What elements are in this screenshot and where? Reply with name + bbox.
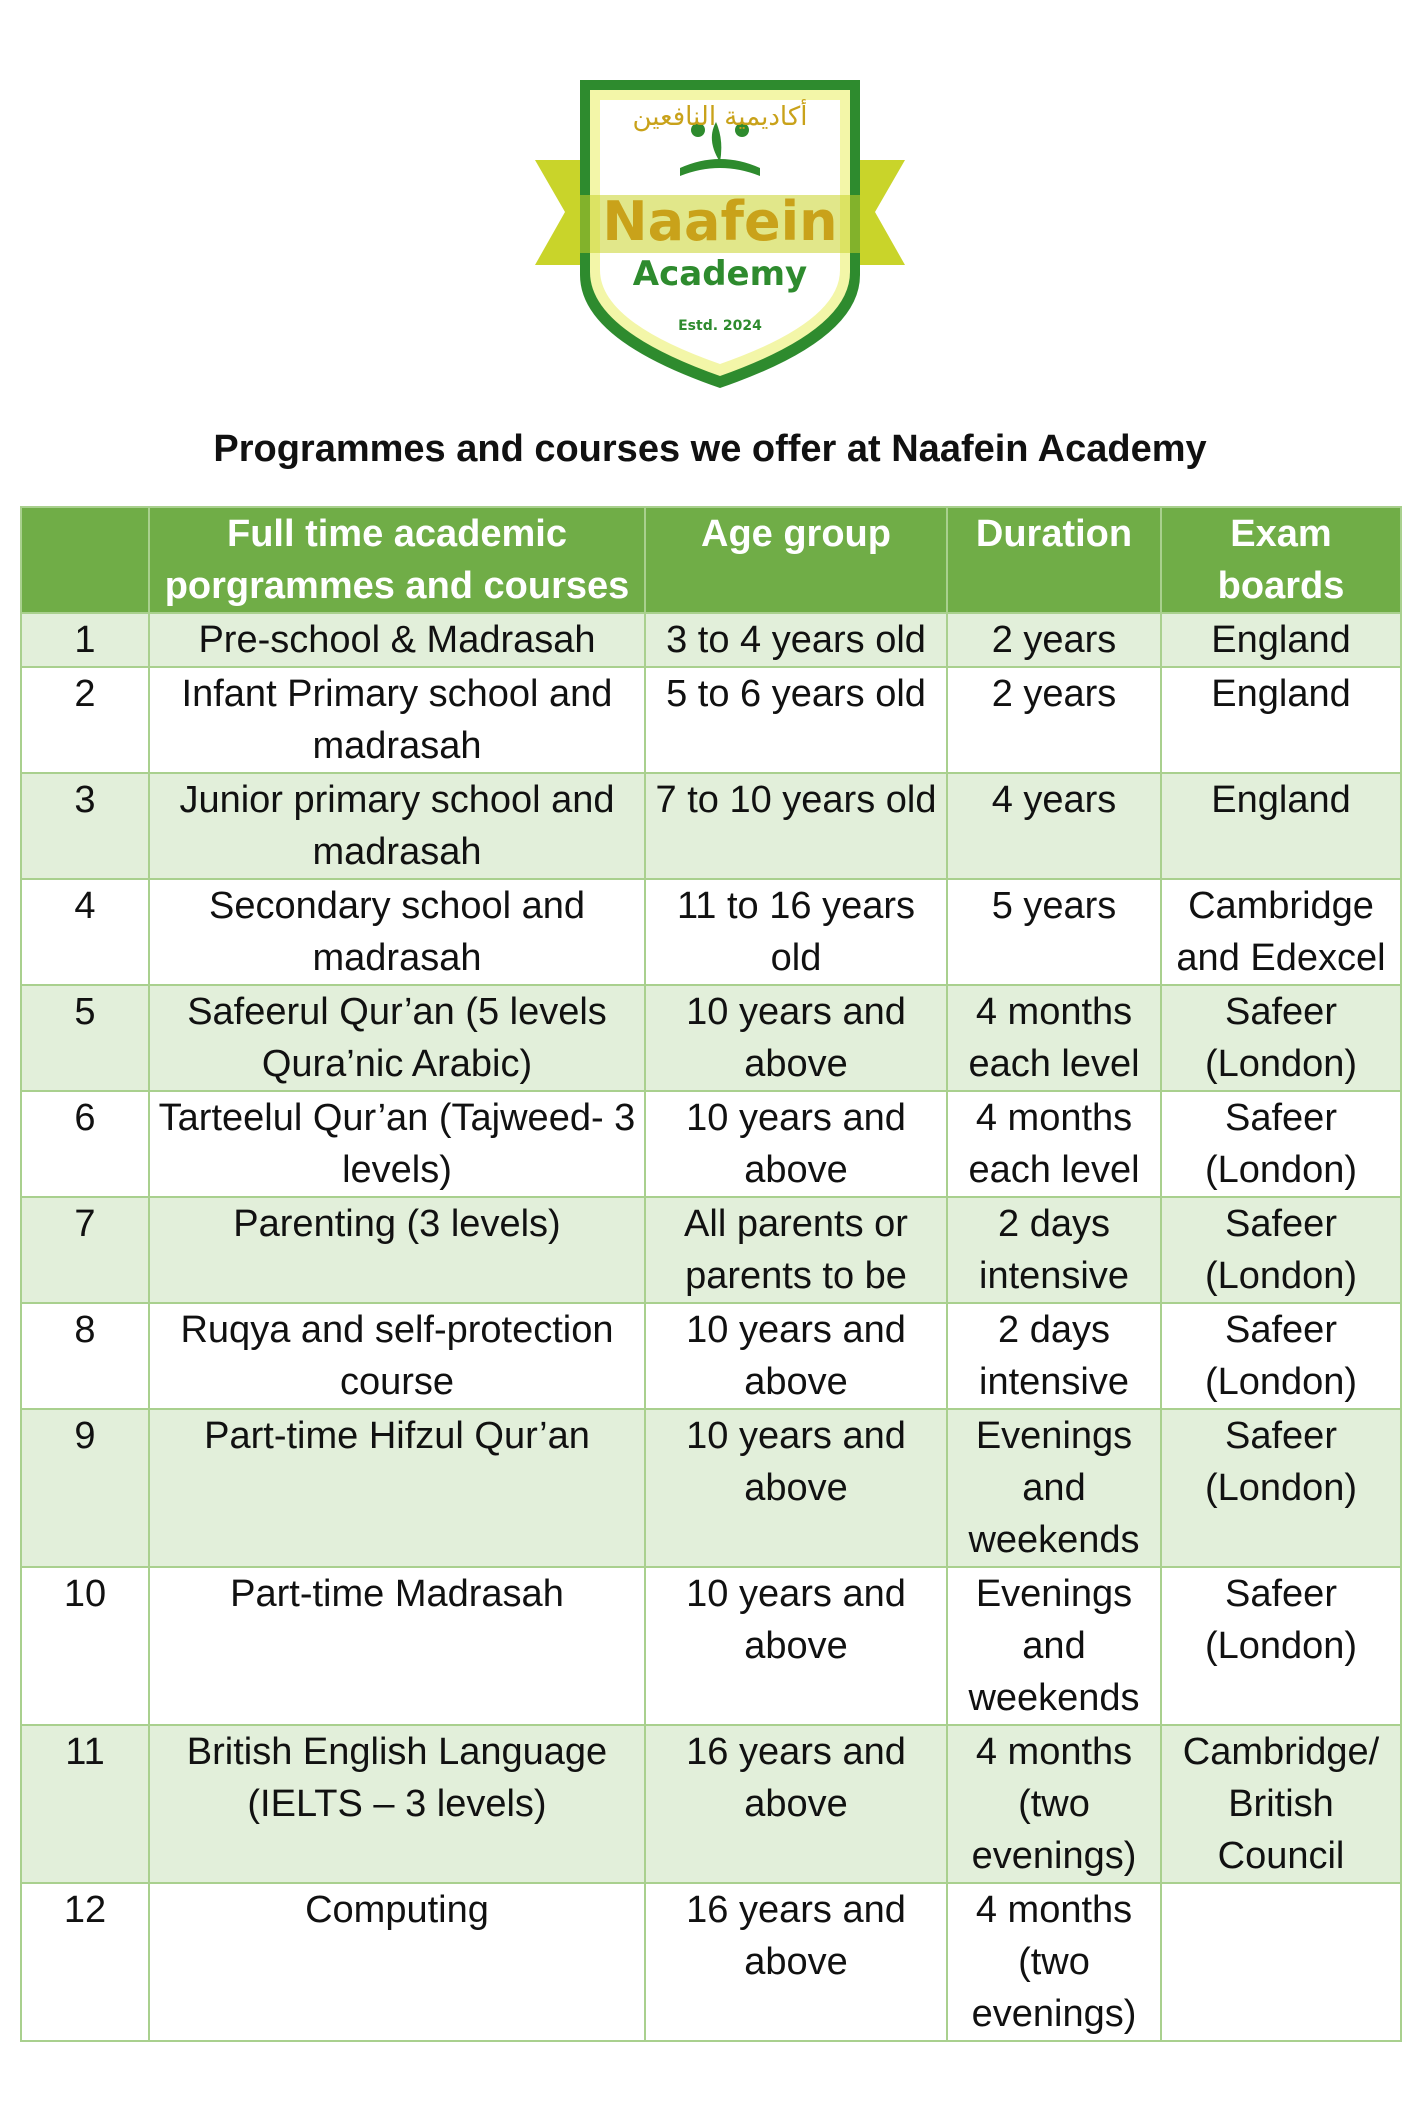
cell-age-group: 7 to 10 years old — [645, 773, 947, 879]
cell-exam-board: England — [1161, 613, 1401, 667]
cell-number: 11 — [21, 1725, 149, 1883]
academy-logo — [520, 50, 920, 400]
cell-number: 10 — [21, 1567, 149, 1725]
cell-duration: Evenings and weekends — [947, 1409, 1161, 1567]
header-exam-boards: Exam boards — [1161, 507, 1401, 613]
cell-number: 12 — [21, 1883, 149, 2041]
table-row — [21, 1725, 1401, 1883]
cell-exam-board: Cambridge/ British Council — [1161, 1725, 1401, 1883]
cell-age-group: 10 years and above — [645, 1303, 947, 1409]
cell-course: Part-time Hifzul Qur’an — [149, 1409, 645, 1567]
header-age-group: Age group — [645, 507, 947, 613]
cell-exam-board: England — [1161, 667, 1401, 773]
logo-emblem — [520, 50, 920, 400]
cell-course: Infant Primary school and madrasah — [149, 667, 645, 773]
cell-exam-board: Safeer (London) — [1161, 1091, 1401, 1197]
logo-arabic-text: أكاديمية النافعين — [632, 102, 808, 132]
cell-course: British English Language (IELTS – 3 levels) — [149, 1725, 645, 1883]
table-row — [21, 985, 1401, 1091]
table-row — [21, 1409, 1401, 1567]
cell-exam-board: Cambridge and Edexcel — [1161, 879, 1401, 985]
cell-course: Secondary school and madrasah — [149, 879, 645, 985]
cell-exam-board: Safeer (London) — [1161, 1409, 1401, 1567]
cell-number: 6 — [21, 1091, 149, 1197]
cell-number: 3 — [21, 773, 149, 879]
cell-course: Computing — [149, 1883, 645, 2041]
cell-age-group: 16 years and above — [645, 1883, 947, 2041]
cell-number: 1 — [21, 613, 149, 667]
cell-age-group: 10 years and above — [645, 1091, 947, 1197]
cell-number: 2 — [21, 667, 149, 773]
cell-course: Ruqya and self-protection course — [149, 1303, 645, 1409]
cell-exam-board: Safeer (London) — [1161, 1303, 1401, 1409]
cell-age-group: 3 to 4 years old — [645, 613, 947, 667]
table-row — [21, 1303, 1401, 1409]
page-title: Programmes and courses we offer at Naafein Academy — [213, 428, 1207, 470]
cell-number: 5 — [21, 985, 149, 1091]
cell-number: 7 — [21, 1197, 149, 1303]
header-number — [21, 507, 149, 613]
cell-duration: 4 months each level — [947, 1091, 1161, 1197]
table-row — [21, 1883, 1401, 2041]
cell-duration: 4 months (two evenings) — [947, 1725, 1161, 1883]
cell-course: Pre-school & Madrasah — [149, 613, 645, 667]
cell-age-group: 10 years and above — [645, 1409, 947, 1567]
cell-age-group: 16 years and above — [645, 1725, 947, 1883]
cell-age-group: 10 years and above — [645, 1567, 947, 1725]
header-course: Full time academic porgrammes and courses — [149, 507, 645, 613]
cell-exam-board — [1161, 1883, 1401, 2041]
cell-course: Part-time Madrasah — [149, 1567, 645, 1725]
cell-duration: 2 years — [947, 613, 1161, 667]
cell-exam-board: Safeer (London) — [1161, 1197, 1401, 1303]
logo-established: Estd. 2024 — [678, 318, 762, 334]
table-row — [21, 1091, 1401, 1197]
table-header-row — [21, 507, 1401, 613]
cell-duration: 5 years — [947, 879, 1161, 985]
table-row — [21, 879, 1401, 985]
cell-duration: 4 months each level — [947, 985, 1161, 1091]
cell-duration: 4 years — [947, 773, 1161, 879]
table-row — [21, 613, 1401, 667]
cell-exam-board: Safeer (London) — [1161, 1567, 1401, 1725]
cell-age-group: 10 years and above — [645, 985, 947, 1091]
cell-course: Junior primary school and madrasah — [149, 773, 645, 879]
cell-number: 4 — [21, 879, 149, 985]
cell-course: Parenting (3 levels) — [149, 1197, 645, 1303]
cell-exam-board: England — [1161, 773, 1401, 879]
table-row — [21, 1567, 1401, 1725]
cell-age-group: 11 to 16 years old — [645, 879, 947, 985]
cell-course: Safeerul Qur’an (5 levels Qura’nic Arabic) — [149, 985, 645, 1091]
logo-name-line2: Academy — [632, 254, 808, 294]
cell-duration: Evenings and weekends — [947, 1567, 1161, 1725]
table-row — [21, 1197, 1401, 1303]
cell-number: 8 — [21, 1303, 149, 1409]
cell-exam-board: Safeer (London) — [1161, 985, 1401, 1091]
cell-duration: 4 months (two evenings) — [947, 1883, 1161, 2041]
cell-age-group: All parents or parents to be — [645, 1197, 947, 1303]
logo-name-line1: Naafein — [602, 190, 838, 253]
cell-number: 9 — [21, 1409, 149, 1567]
table-row — [21, 667, 1401, 773]
header-duration: Duration — [947, 507, 1161, 613]
cell-duration: 2 days intensive — [947, 1197, 1161, 1303]
cell-duration: 2 years — [947, 667, 1161, 773]
cell-age-group: 5 to 6 years old — [645, 667, 947, 773]
cell-course: Tarteelul Qur’an (Tajweed- 3 levels) — [149, 1091, 645, 1197]
table-row — [21, 773, 1401, 879]
courses-table — [20, 506, 1402, 2042]
cell-duration: 2 days intensive — [947, 1303, 1161, 1409]
